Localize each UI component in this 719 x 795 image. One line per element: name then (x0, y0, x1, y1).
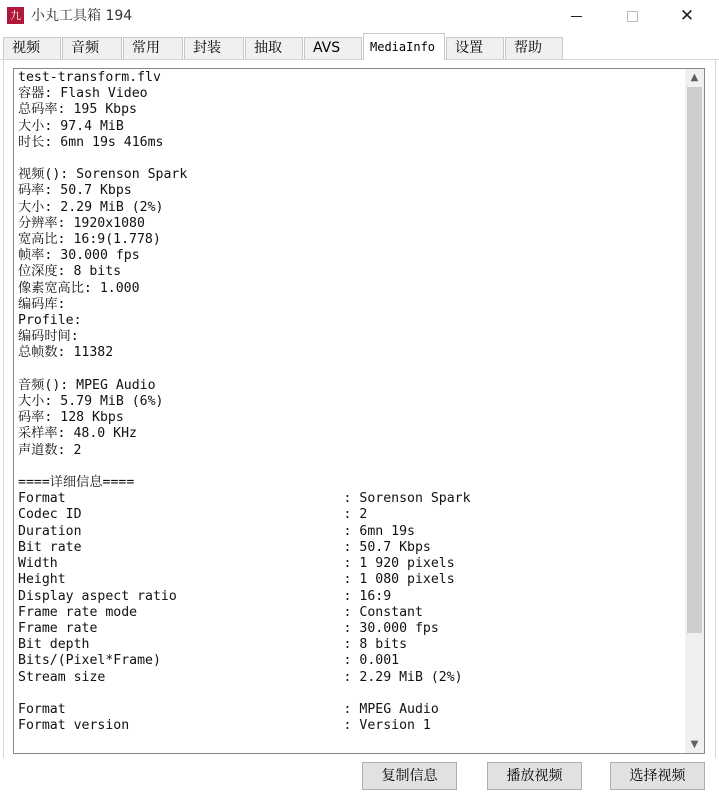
mediainfo-line: 帧率: 30.000 fps (18, 248, 140, 264)
mediainfo-line: 大小: 97.4 MiB (18, 118, 124, 134)
play-video-button[interactable]: 播放视频 (487, 762, 582, 790)
mediainfo-line: 码率: 128 Kbps (18, 410, 124, 426)
mediainfo-line: 像素宽高比: 1.000 (18, 280, 140, 296)
mediainfo-line: 视频(): Sorenson Spark (18, 167, 188, 183)
choose-video-button[interactable]: 选择视频 (610, 762, 705, 790)
mediainfo-line: Width : 1 920 pixels (18, 556, 455, 572)
mediainfo-line: 容器: Flash Video (18, 86, 148, 102)
mediainfo-line: Height : 1 080 pixels (18, 572, 455, 588)
mediainfo-line: Bit rate : 50.7 Kbps (18, 539, 431, 555)
tab-settings[interactable]: 设置 (446, 37, 504, 59)
mediainfo-line: 总帧数: 11382 (18, 345, 114, 361)
tab-mux[interactable]: 封装 (184, 37, 244, 59)
mediainfo-line: Display aspect ratio : 16:9 (18, 588, 392, 604)
mediainfo-line: Profile: (18, 313, 82, 329)
title-bar (0, 0, 719, 33)
mediainfo-line: Format : Sorenson Spark (18, 491, 471, 507)
tab-avs[interactable]: AVS (304, 37, 362, 59)
mediainfo-line: 采样率: 48.0 KHz (18, 426, 137, 442)
tab-mediainfo[interactable]: MediaInfo (363, 33, 445, 60)
maximize-button[interactable] (609, 0, 655, 33)
tab-help[interactable]: 帮助 (505, 37, 563, 59)
mediainfo-line: 码率: 50.7 Kbps (18, 183, 132, 199)
mediainfo-text[interactable] (18, 70, 678, 752)
mediainfo-line: 宽高比: 16:9(1.778) (18, 232, 161, 248)
copy-info-button[interactable]: 复制信息 (362, 762, 457, 790)
mediainfo-line: Codec ID : 2 (18, 507, 368, 523)
mediainfo-line: 编码库: (18, 296, 66, 312)
mediainfo-line: 时长: 6mn 19s 416ms (18, 134, 164, 150)
mediainfo-line: 大小: 2.29 MiB (2%) (18, 199, 164, 215)
mediainfo-line (18, 151, 678, 167)
mediainfo-line: Frame rate : 30.000 fps (18, 620, 439, 636)
mediainfo-line: 分辨率: 1920x1080 (18, 215, 145, 231)
mediainfo-textbox[interactable] (13, 68, 705, 754)
mediainfo-line: Format version : Version 1 (18, 718, 431, 734)
mediainfo-line (18, 686, 678, 702)
window-title: 小丸工具箱 194 (31, 8, 133, 24)
minimize-button[interactable] (553, 0, 599, 33)
tab-common[interactable]: 常用 (123, 37, 183, 59)
close-button[interactable] (664, 0, 710, 33)
mediainfo-line: 编码时间: (18, 329, 79, 345)
scroll-down-arrow-icon[interactable]: ▼ (690, 739, 699, 750)
scroll-up-arrow-icon[interactable]: ▲ (690, 72, 699, 83)
mediainfo-line: Format : MPEG Audio (18, 701, 439, 717)
app-icon[interactable]: 九 (7, 7, 24, 24)
mediainfo-line (18, 362, 678, 378)
mediainfo-line: Frame rate mode : Constant (18, 604, 423, 620)
mediainfo-line: Stream size : 2.29 MiB (2%) (18, 669, 463, 685)
mediainfo-line: test-transform.flv (18, 70, 161, 85)
mediainfo-line (18, 459, 678, 475)
tab-audio[interactable]: 音频 (62, 37, 122, 59)
mediainfo-line: Bit depth : 8 bits (18, 637, 408, 653)
minimize-icon (571, 16, 582, 17)
mediainfo-line: Bits/(Pixel*Frame) : 0.001 (18, 653, 400, 669)
tab-video[interactable]: 视频 (3, 37, 61, 59)
vertical-scrollbar[interactable] (685, 69, 704, 753)
tab-extract[interactable]: 抽取 (245, 37, 303, 59)
mediainfo-line: 声道数: 2 (18, 442, 82, 458)
mediainfo-line: 音频(): MPEG Audio (18, 377, 156, 393)
mediainfo-line: Duration : 6mn 19s (18, 523, 415, 539)
close-icon: ✕ (679, 6, 695, 26)
scrollbar-thumb[interactable] (687, 87, 702, 633)
mediainfo-line: 总码率: 195 Kbps (18, 102, 137, 118)
mediainfo-line: 大小: 5.79 MiB (6%) (18, 394, 164, 410)
maximize-icon (627, 11, 638, 22)
mediainfo-line: 位深度: 8 bits (18, 264, 122, 280)
mediainfo-line: ====详细信息==== (18, 475, 135, 491)
